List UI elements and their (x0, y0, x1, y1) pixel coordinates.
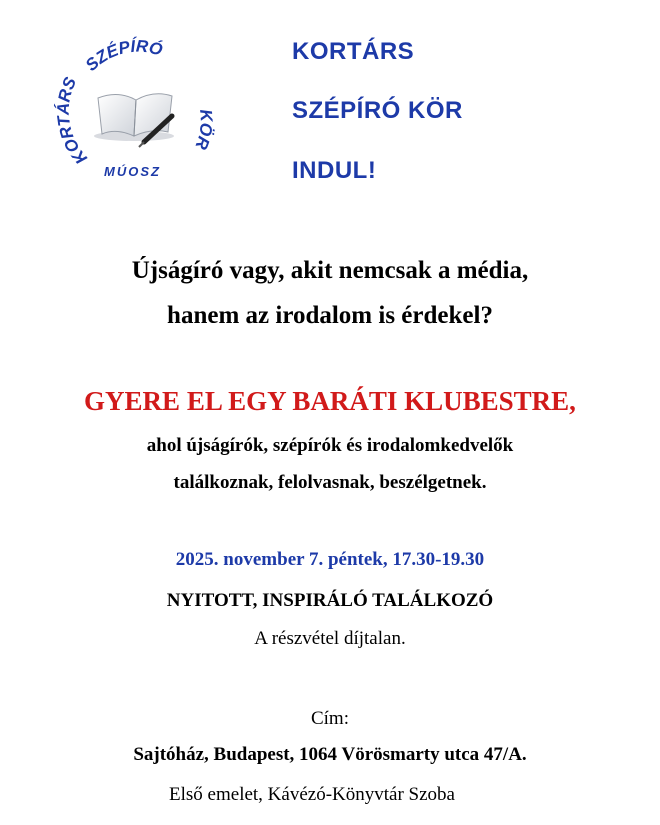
address-label: Cím: (310, 708, 349, 729)
logo-arc-bottom: MÚOSZ (104, 164, 161, 179)
logo-graphic (48, 30, 218, 190)
invite-title: GYERE EL EGY BARÁTI KLUBESTRE, (84, 386, 576, 416)
address-street: Sajtóház, Budapest, 1064 Vörösmarty utca 47/A. (133, 744, 527, 765)
headline-line-2: SZÉPÍRÓ KÖR (292, 97, 463, 124)
club-logo (48, 30, 218, 190)
headline-line-1: KORTÁRS (292, 38, 415, 65)
question-line-2: hanem az irodalom is érdekel? (167, 302, 493, 329)
open-book-pen-icon (94, 94, 174, 147)
invite-line-1: ahol újságírók, szépírók és irodalomkedvelők (146, 435, 514, 456)
logo-arc-right: KÖR (191, 108, 217, 152)
address-room: Első emelet, Kávézó-Könyvtár Szoba (169, 784, 455, 805)
logo-arc-top: SZÉPÍRÓ (81, 36, 165, 75)
logo-arc-left: KORTÁRS (53, 74, 91, 168)
event-tagline: NYITOTT, INSPIRÁLÓ TALÁLKOZÓ (166, 590, 494, 611)
question-line-1: Újságíró vagy, akit nemcsak a média, (131, 257, 529, 284)
headline-line-3: INDUL! (292, 157, 377, 184)
event-fee: A részvétel díjtalan. (254, 628, 406, 649)
invite-line-2: találkoznak, felolvasnak, beszélgetnek. (173, 472, 487, 493)
event-date: 2025. november 7. péntek, 17.30-19.30 (175, 549, 485, 570)
